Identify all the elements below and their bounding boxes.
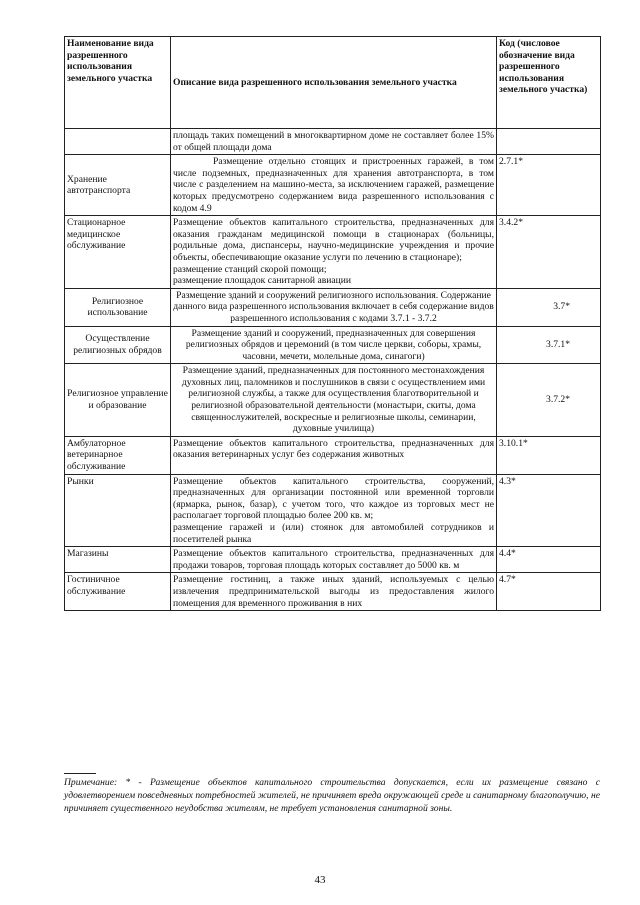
table-row — [65, 216, 601, 289]
row-code — [497, 129, 601, 155]
row-description: Размещение объектов капитального строительства, сооружений, предназначенных для организации постоянной или временной торговли (ярмарка, рынок, базар), с учетом того, что каждое из торговых мест не располагает торговой площадью более 200 кв. м; — [173, 475, 494, 522]
row-name: Магазины — [65, 547, 171, 573]
row-code: 2.7.1* — [497, 155, 601, 216]
table-row — [65, 129, 601, 155]
row-name: Хранение автотранспорта — [65, 155, 171, 216]
row-description: Размещение зданий, предназначенных для постоянного местонахождения духовных лиц, паломников и послушников в связи с осуществлением ими религиозной службы, а также для осуществления благотворительной и религиозной образовательной деятельности (монастыри, скиты, дома священнослужителей, воскресные и религиозные школы, семинарии, духовные училища) — [171, 364, 497, 437]
table-row — [65, 436, 601, 474]
table-row — [65, 326, 601, 364]
row-name: Стационарное медицинское обслуживание — [65, 216, 171, 289]
row-name: Религиозное управление и образование — [65, 364, 171, 437]
row-name: Амбулаторное ветеринарное обслуживание — [65, 436, 171, 474]
row-name — [65, 129, 171, 155]
row-description: Размещение отдельно стоящих и пристроенных гаражей, в том числе подземных, предназначенных для хранения автотранспорта, в том числе с разделением на машино-места, за исключением гаражей, размещение которых предусмотрено содержанием вида разрешенного использования с кодом 4.9 — [171, 155, 497, 216]
footnote-divider — [64, 773, 96, 774]
row-code: 3.4.2* — [497, 216, 601, 289]
row-description-cell — [171, 216, 497, 289]
table-row — [65, 573, 601, 611]
header-code: Код (числовое обозначение вида разрешенного использования земельного участка) — [497, 37, 601, 129]
row-description: площадь таких помещений в многоквартирном доме не составляет более 15% от общей площади дома — [171, 129, 497, 155]
row-code: 3.7* — [497, 288, 601, 326]
row-description: Размещение зданий и сооружений религиозного использования. Содержание данного вида разрешенного использования включает в себя содержание видов разрешенного использования с кодами 3.7.1 - 3.7.2 — [171, 288, 497, 326]
row-code: 3.7.2* — [497, 364, 601, 437]
row-description-line: размещение станций скорой помощи; — [173, 263, 327, 275]
table-row — [65, 155, 601, 216]
row-description-cell — [171, 474, 497, 547]
row-code: 3.7.1* — [497, 326, 601, 364]
row-description: Размещение зданий и сооружений, предназначенных для совершения религиозных обрядов и церемоний (в том числе церкви, соборы, храмы, часовни, мечети, молельные дома, синагоги) — [171, 326, 497, 364]
row-description-line: размещение площадок санитарной авиации — [173, 275, 352, 287]
row-name: Осуществление религиозных обрядов — [65, 326, 171, 364]
row-description-line: размещение гаражей и (или) стоянок для автомобилей сотрудников и посетителей рынка — [173, 522, 494, 545]
row-code: 3.10.1* — [497, 436, 601, 474]
row-name: Рынки — [65, 474, 171, 547]
row-name: Религиозное использование — [65, 288, 171, 326]
footnote: Примечание: * - Размещение объектов капитального строительства допускается, если их размещение связано с удовлетворением повседневных потребностей жителей, не причиняет вреда окружающей среде и санитарному благополучию, не причиняет существенного неудобства жителям, не требует установления санитарной зоны. — [64, 777, 600, 814]
table-header-row — [65, 37, 601, 129]
row-description: Размещение объектов капитального строительства, предназначенных для оказания гражданам медицинской помощи в стационарах (больницы, родильные дома, диспансеры, научно-медицинские учреждения и прочие объекты, обеспечивающие оказание услуги по лечению в стационаре); — [173, 217, 494, 263]
header-name: Наименование вида разрешенного использования земельного участка — [65, 37, 171, 129]
row-code: 4.4* — [497, 547, 601, 573]
table-row — [65, 547, 601, 573]
table-row — [65, 288, 601, 326]
row-code: 4.7* — [497, 573, 601, 611]
page-number: 43 — [314, 874, 326, 886]
row-code: 4.3* — [497, 474, 601, 547]
row-name: Гостиничное обслуживание — [65, 573, 171, 611]
header-description: Описание вида разрешенного использования земельного участка — [171, 37, 497, 129]
row-description: Размещение объектов капитального строительства, предназначенных для продажи товаров, торговая площадь которых составляет до 5000 кв. м — [171, 547, 497, 573]
row-description: Размещение гостиниц, а также иных зданий, используемых с целью извлечения предпринимательской выгоды из предоставления жилого помещения для временного проживания в них — [171, 573, 497, 611]
table-row — [65, 474, 601, 547]
table-row — [65, 364, 601, 437]
row-description: Размещение объектов капитального строительства, предназначенных для оказания ветеринарных услуг без содержания животных — [171, 436, 497, 474]
land-use-table — [64, 36, 601, 611]
